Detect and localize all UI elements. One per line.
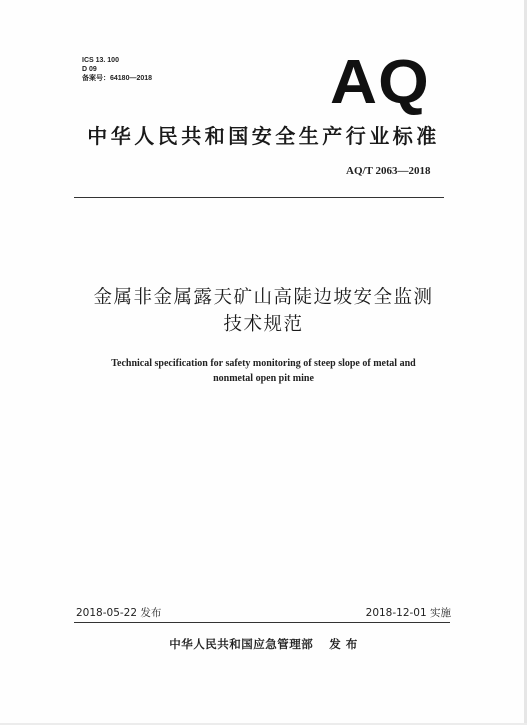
aq-logo: AQ bbox=[330, 48, 430, 117]
filing-number: 备案号：64180—2018 bbox=[82, 75, 153, 82]
bottom-divider bbox=[74, 622, 450, 623]
classification-block bbox=[82, 56, 152, 83]
publisher-name: 中华人民共和国应急管理部 bbox=[169, 637, 314, 651]
publish-word: 发 布 bbox=[329, 637, 358, 651]
english-title-line-1: Technical specification for safety monitoring of steep slope of metal and bbox=[111, 358, 416, 369]
publisher-line bbox=[0, 636, 527, 652]
implementation-date: 2018-12-01 实施 bbox=[365, 607, 451, 619]
top-divider bbox=[74, 197, 444, 198]
chinese-title bbox=[0, 284, 527, 338]
standard-code: AQ/T 2063—2018 bbox=[346, 165, 431, 177]
english-title bbox=[0, 356, 527, 386]
industry-standard-title: 中华人民共和国安全生产行业标准 bbox=[87, 124, 440, 148]
issue-date: 2018-05-22 发布 bbox=[76, 607, 162, 619]
chinese-title-line-1: 金属非金属露天矿山高陡边坡安全监测 bbox=[93, 287, 434, 308]
english-title-line-2: nonmetal open pit mine bbox=[213, 373, 314, 384]
ccs-code: D 09 bbox=[82, 66, 97, 73]
ics-code: ICS 13. 100 bbox=[82, 57, 119, 64]
chinese-title-line-2: 技术规范 bbox=[223, 314, 304, 335]
